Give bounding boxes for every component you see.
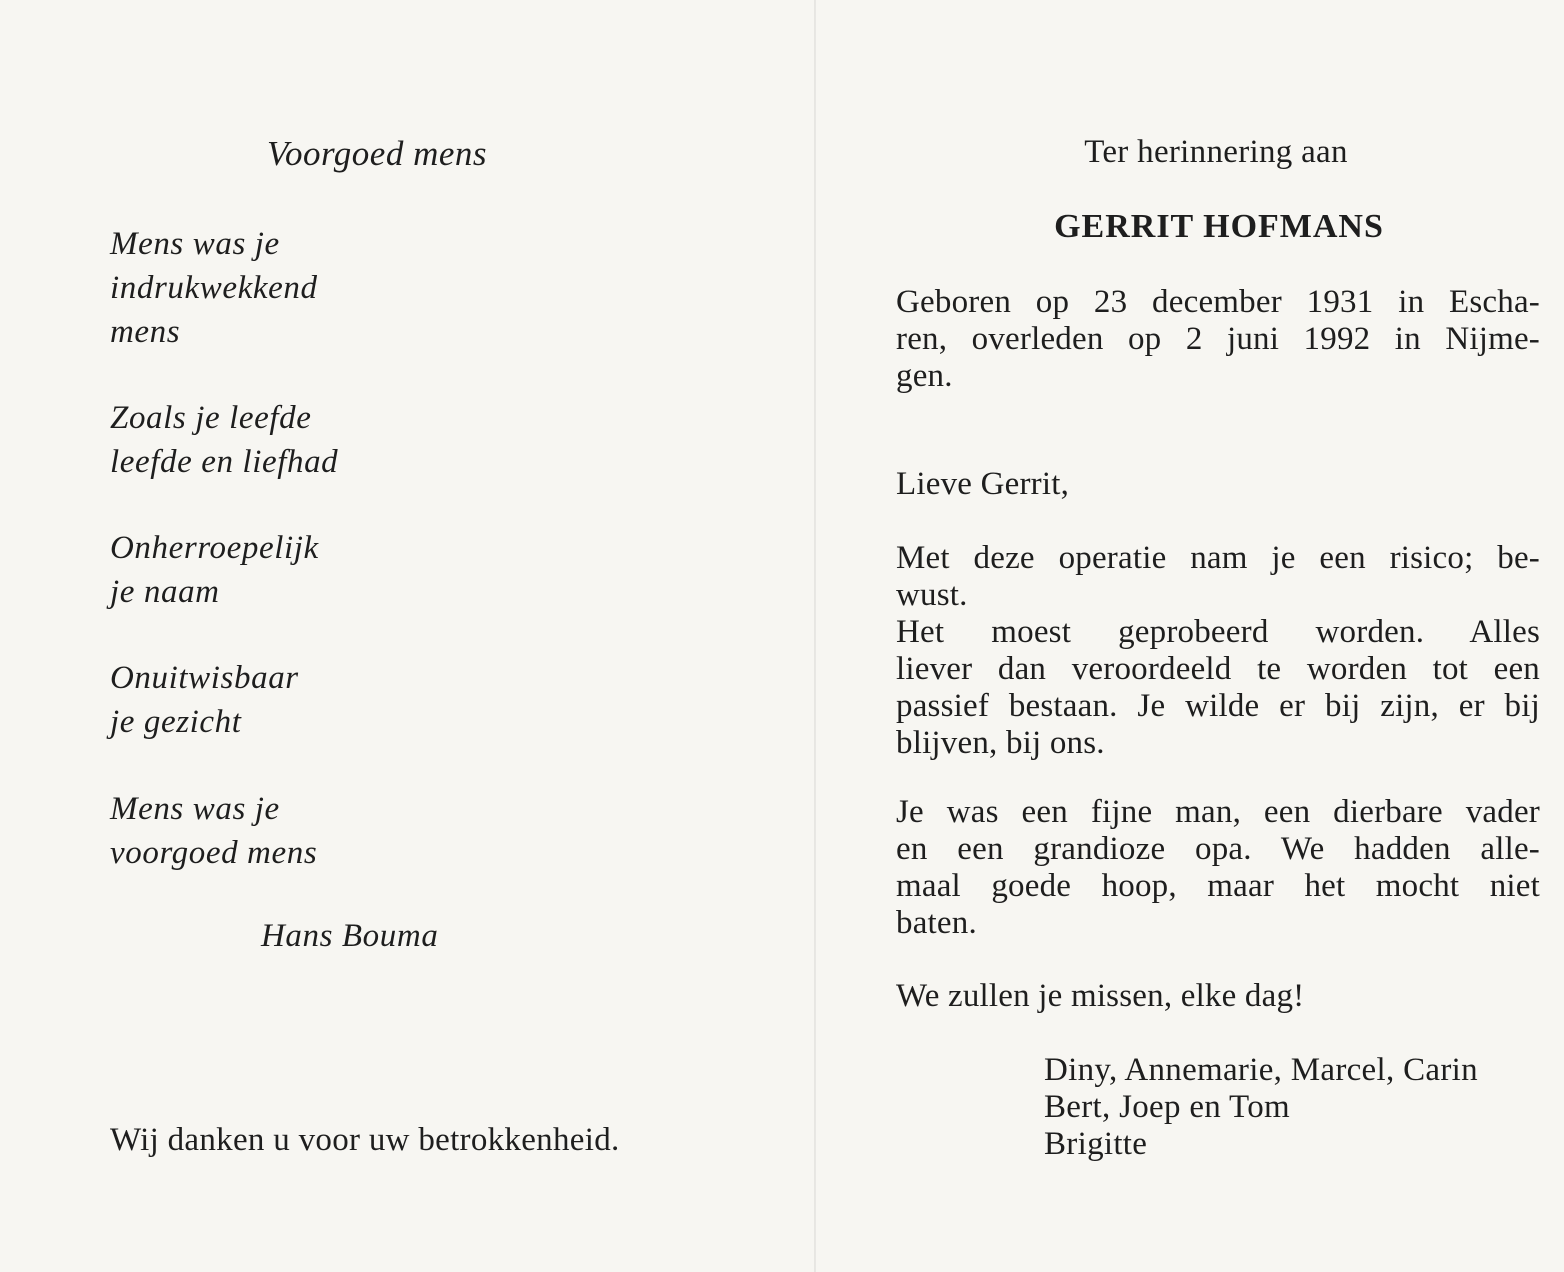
text-line: blijven, bij ons. bbox=[896, 725, 1105, 761]
closing-line bbox=[896, 978, 1540, 1015]
text-line: Het moest geprobeerd worden. Alles bbox=[896, 614, 1540, 650]
poem-stanza-2 bbox=[110, 396, 338, 484]
poem-stanza-4 bbox=[110, 656, 299, 744]
text-line: gen. bbox=[896, 358, 953, 394]
poem-line: Onherroepelijk bbox=[110, 530, 319, 566]
poem-stanza-1 bbox=[110, 222, 318, 354]
text-line: We zullen je missen, elke dag! bbox=[896, 978, 1305, 1014]
poem-line: leefde en liefhad bbox=[110, 444, 339, 480]
memorial-intro: Ter herinnering aan bbox=[1084, 134, 1348, 170]
salutation bbox=[896, 466, 1540, 503]
poem-line: mens bbox=[110, 314, 181, 350]
text-line: Geboren op 23 december 1931 in Escha- bbox=[896, 284, 1540, 320]
text-line: liever dan veroordeeld te worden tot een bbox=[896, 651, 1540, 687]
birth-death-paragraph bbox=[896, 284, 1540, 395]
thanks-line: Wij danken u voor uw betrokkenheid. bbox=[110, 1122, 620, 1158]
right-page bbox=[816, 0, 1564, 1272]
text-line: Lieve Gerrit, bbox=[896, 466, 1070, 502]
signature-line: Bert, Joep en Tom bbox=[1044, 1089, 1290, 1125]
poem-line: Mens was je bbox=[110, 226, 280, 262]
poem-author: Hans Bouma bbox=[261, 918, 439, 954]
letter-paragraph-2 bbox=[896, 794, 1540, 942]
poem-line: Mens was je bbox=[110, 791, 280, 827]
poem-stanza-3 bbox=[110, 526, 319, 614]
deceased-name: GERRIT HOFMANS bbox=[1054, 208, 1384, 245]
signature-line: Brigitte bbox=[1044, 1126, 1148, 1162]
letter-paragraph-1 bbox=[896, 540, 1540, 762]
poem-line: voorgoed mens bbox=[110, 835, 318, 871]
poem-line: je naam bbox=[110, 574, 220, 610]
poem-line: indrukwekkend bbox=[110, 270, 318, 306]
signature-line: Diny, Annemarie, Marcel, Carin bbox=[1044, 1052, 1478, 1088]
signatures bbox=[1044, 1052, 1478, 1163]
poem-line: je gezicht bbox=[110, 704, 242, 740]
text-line: ren, overleden op 2 juni 1992 in Nijme- bbox=[896, 321, 1540, 357]
text-line: baten. bbox=[896, 905, 977, 941]
text-line: wust. bbox=[896, 577, 968, 613]
poem-title: Voorgoed mens bbox=[266, 134, 488, 173]
text-line: en een grandioze opa. We hadden alle- bbox=[896, 831, 1540, 867]
poem-line: Zoals je leefde bbox=[110, 400, 312, 436]
poem-stanza-5 bbox=[110, 787, 317, 875]
text-line: Je was een fijne man, een dierbare vader bbox=[896, 794, 1540, 830]
poem-line: Onuitwisbaar bbox=[110, 660, 299, 696]
text-line: passief bestaan. Je wilde er bij zijn, er bij bbox=[896, 688, 1540, 724]
text-line: maal goede hoop, maar het mocht niet bbox=[896, 868, 1540, 904]
text-line: Met deze operatie nam je een risico; be- bbox=[896, 540, 1540, 576]
